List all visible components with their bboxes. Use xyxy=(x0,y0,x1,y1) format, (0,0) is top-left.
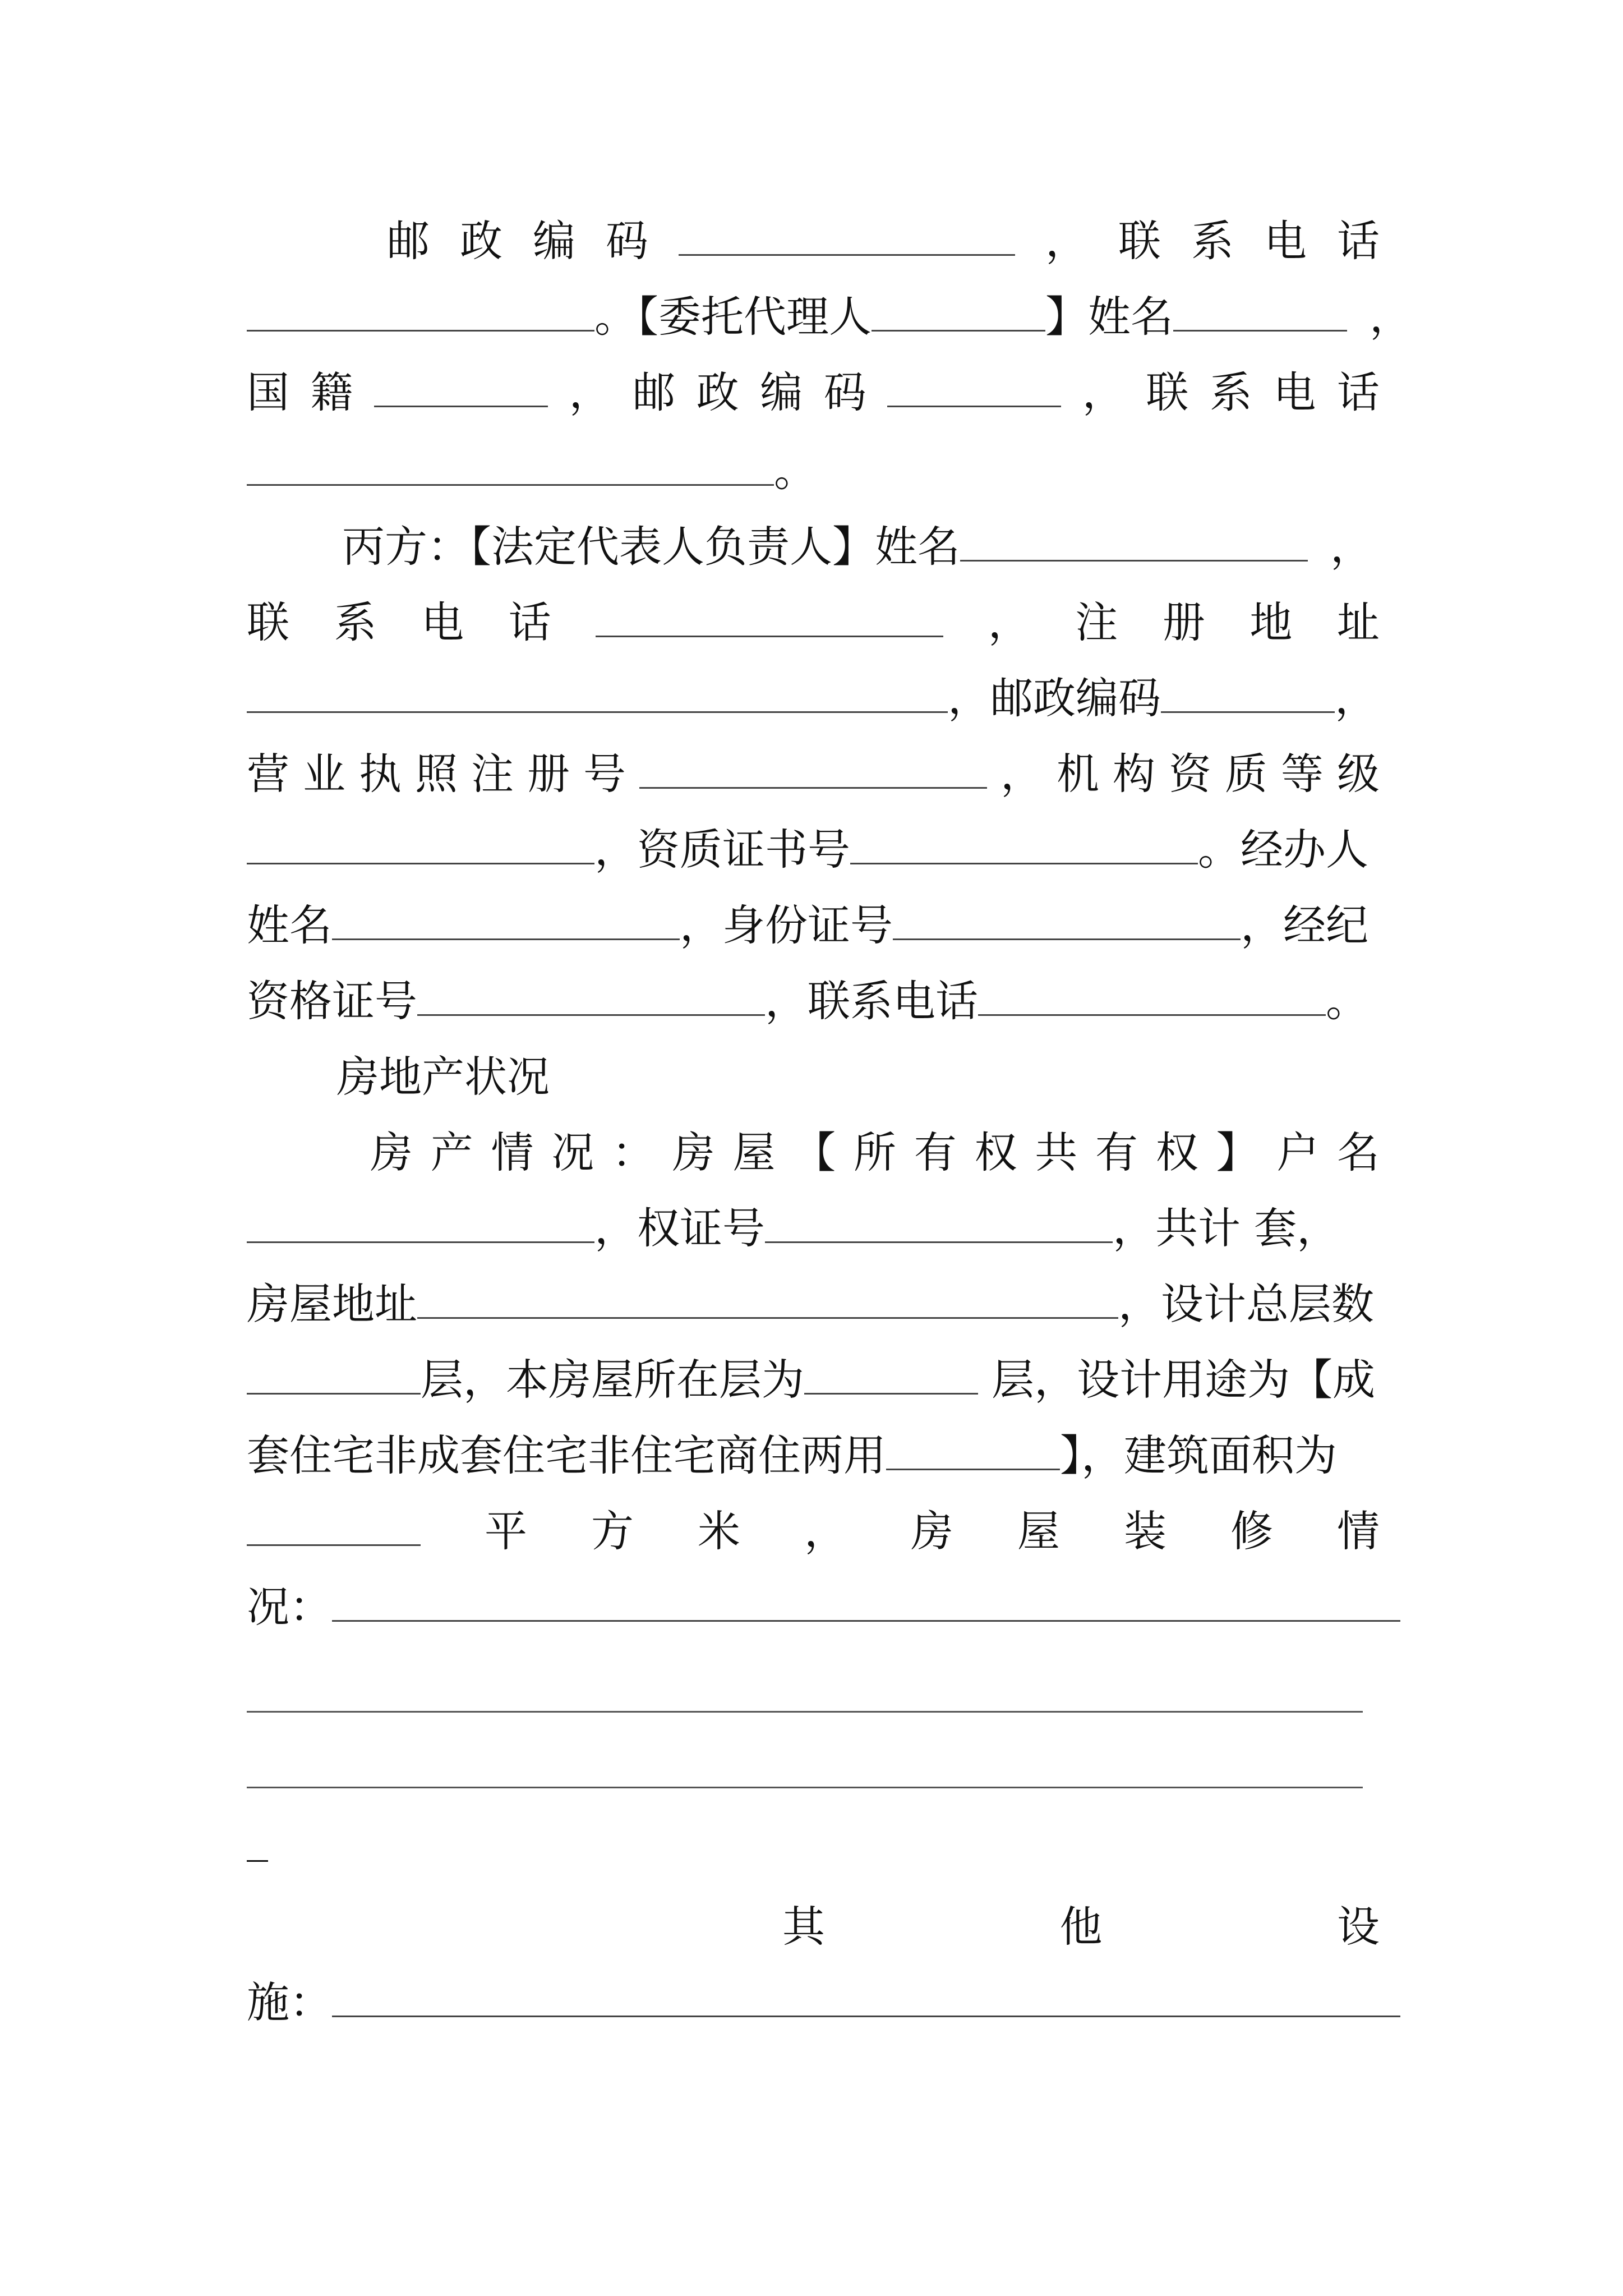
text-segment: ，资质证书号 xyxy=(594,825,850,875)
total-floors-blank[interactable] xyxy=(247,1354,421,1395)
text-segment: 】，建筑面积为 xyxy=(1060,1430,1337,1480)
decoration-line xyxy=(247,1579,1380,1635)
text-char: 邮 xyxy=(387,216,430,266)
phone-blank[interactable] xyxy=(247,445,774,486)
text-char: 联 xyxy=(247,597,289,647)
text-char: 方 xyxy=(591,1506,634,1556)
text-segment: _ xyxy=(247,1812,268,1862)
text-char: 房 xyxy=(672,1128,715,1177)
text-char: 构 xyxy=(1113,749,1155,799)
text-segment: 套住宅非成套住宅非住宅商住两用 xyxy=(247,1430,886,1480)
text-char: 系 xyxy=(1209,367,1252,417)
text-segment: ，设计总层数 xyxy=(1118,1279,1374,1329)
text-char: 资 xyxy=(1169,749,1211,799)
area-blank[interactable] xyxy=(247,1505,421,1546)
text-char: 户 xyxy=(1276,1128,1320,1177)
text-segment: ， xyxy=(1330,522,1373,572)
postal-code-blank[interactable] xyxy=(1161,672,1335,713)
text-segment: ，权证号 xyxy=(594,1203,765,1253)
text-char: 系 xyxy=(1191,216,1234,266)
text-char: 他 xyxy=(1059,1902,1103,1952)
text-segment: 丙方：【法定代表人负责人】姓名 xyxy=(342,522,960,572)
text-segment: ， xyxy=(1370,292,1412,342)
text-char: 系 xyxy=(334,597,377,647)
broker-cert-blank[interactable] xyxy=(417,975,765,1016)
text-segment: 。【委托代理人 xyxy=(594,292,872,342)
agent-line xyxy=(247,289,1424,345)
text-segment: ， xyxy=(1335,673,1377,723)
other-facilities-line xyxy=(782,1899,1380,1955)
text-segment: 】姓名 xyxy=(1045,292,1173,342)
text-char: 邮 xyxy=(633,367,676,417)
handler-name-line xyxy=(247,898,1380,954)
broker-cert-line xyxy=(247,973,1380,1029)
certificate-line xyxy=(247,1200,1380,1257)
text-char: ， xyxy=(1082,367,1125,417)
nationality-line xyxy=(247,365,1380,421)
text-char: 话 xyxy=(508,597,551,647)
text-char: 话 xyxy=(1336,367,1380,417)
text-char: 装 xyxy=(1124,1506,1166,1556)
text-segment: ，联系电话 xyxy=(765,976,978,1026)
license-line xyxy=(247,746,1380,802)
id-number-blank[interactable] xyxy=(893,899,1241,940)
text-char: 执 xyxy=(359,749,402,799)
text-char: 共 xyxy=(1035,1128,1078,1177)
text-char: 话 xyxy=(1337,216,1380,266)
text-char: 编 xyxy=(760,367,803,417)
license-blank[interactable] xyxy=(639,748,987,789)
text-char: 名 xyxy=(1337,1128,1380,1177)
text-char: 情 xyxy=(1337,1506,1380,1556)
text-char: 码 xyxy=(823,367,866,417)
text-char: 国 xyxy=(247,367,289,417)
text-char: 注 xyxy=(471,749,514,799)
phone-line xyxy=(247,443,1380,499)
certificate-no-blank[interactable] xyxy=(850,823,1198,864)
text-char: 电 xyxy=(1264,216,1307,266)
area-line xyxy=(247,1503,1380,1559)
text-segment: ，经纪 xyxy=(1241,900,1368,950)
text-char: 况 xyxy=(551,1128,594,1177)
text-segment: 施： xyxy=(247,1977,332,2027)
text-char: 所 xyxy=(854,1128,896,1177)
text-char: 米 xyxy=(698,1506,740,1556)
text-char: 联 xyxy=(1118,216,1161,266)
text-char: 电 xyxy=(421,597,464,647)
text-char: 其 xyxy=(782,1902,825,1952)
text-char: 有 xyxy=(1095,1128,1138,1177)
usage-blank[interactable] xyxy=(886,1429,1060,1470)
text-char: 【 xyxy=(793,1128,836,1177)
text-char: 政 xyxy=(696,367,739,417)
text-segment: 。 xyxy=(774,446,817,496)
text-char: 册 xyxy=(527,749,570,799)
blank-rule[interactable] xyxy=(247,1787,1363,1788)
text-segment: ，身份证号 xyxy=(680,900,893,950)
text-char: 照 xyxy=(415,749,458,799)
text-char: 屋 xyxy=(1017,1506,1060,1556)
text-segment: ，共计 套， xyxy=(1113,1203,1340,1253)
text-char: 机 xyxy=(1057,749,1099,799)
text-char: 政 xyxy=(460,216,502,266)
text-segment: 姓名 xyxy=(247,900,332,950)
text-char: 产 xyxy=(430,1128,473,1177)
text-char: 号 xyxy=(583,749,626,799)
text-char: 质 xyxy=(1225,749,1267,799)
handler-name-blank[interactable] xyxy=(332,899,680,940)
text-segment: 。 xyxy=(1326,976,1368,1026)
text-char: 编 xyxy=(533,216,575,266)
address-blank[interactable] xyxy=(247,672,948,713)
agent-name-blank[interactable] xyxy=(1173,291,1347,332)
text-char: 有 xyxy=(914,1128,957,1177)
owner-name-blank[interactable] xyxy=(247,1202,594,1243)
section-heading xyxy=(336,1049,1469,1105)
blank-rule[interactable] xyxy=(247,1711,1363,1713)
text-segment: 房屋地址 xyxy=(247,1279,417,1329)
text-char: 情 xyxy=(491,1128,534,1177)
text-segment: 层，设计用途为【成 xyxy=(978,1355,1376,1405)
party-c-line xyxy=(342,519,1408,575)
text-char: ， xyxy=(1000,749,1043,799)
text-char: 房 xyxy=(370,1128,413,1177)
contact-address-line xyxy=(247,595,1380,651)
phone-blank[interactable] xyxy=(596,596,943,637)
text-segment: 层，本房屋所在层为 xyxy=(421,1355,804,1405)
phone-blank[interactable] xyxy=(247,291,594,332)
text-char: 联 xyxy=(1146,367,1189,417)
postal-code-blank[interactable] xyxy=(679,215,1015,256)
text-char: 业 xyxy=(303,749,345,799)
text-char: ， xyxy=(1045,216,1088,266)
property-status-line xyxy=(370,1125,1380,1181)
text-char: 修 xyxy=(1230,1506,1273,1556)
decoration-blank[interactable] xyxy=(332,1581,1400,1622)
facilities-line xyxy=(247,1975,1380,2031)
text-char: 权 xyxy=(974,1128,1017,1177)
text-char: 注 xyxy=(1075,597,1118,647)
text-char: ， xyxy=(569,367,612,417)
text-char: ， xyxy=(804,1506,847,1556)
certificate-no-blank[interactable] xyxy=(765,1202,1113,1243)
rep-name-blank[interactable] xyxy=(960,521,1308,562)
text-char: 址 xyxy=(1336,597,1380,647)
text-segment: ，邮政编码 xyxy=(948,673,1161,723)
nationality-blank[interactable] xyxy=(374,366,548,407)
text-char: ， xyxy=(988,597,1031,647)
text-char: 设 xyxy=(1337,1902,1380,1952)
text-char: 级 xyxy=(1337,749,1380,799)
text-char: 码 xyxy=(606,216,648,266)
address-postal-line xyxy=(247,670,1380,726)
section-title: 房地产状况 xyxy=(336,1052,550,1102)
text-char: 册 xyxy=(1162,597,1205,647)
qualification-level-blank[interactable] xyxy=(247,823,594,864)
text-char: 电 xyxy=(1273,367,1316,417)
postal-phone-line xyxy=(387,213,1380,269)
text-char: 权 xyxy=(1155,1128,1198,1177)
text-char: ： xyxy=(612,1128,654,1177)
usage-line xyxy=(247,1428,1380,1484)
text-segment: 况： xyxy=(247,1582,332,1632)
text-char: 营 xyxy=(247,749,289,799)
text-char: 等 xyxy=(1281,749,1324,799)
text-segment: 资格证号 xyxy=(247,976,417,1026)
text-char: 】 xyxy=(1216,1128,1259,1177)
facilities-blank[interactable] xyxy=(332,1976,1400,2017)
text-char: 地 xyxy=(1249,597,1293,647)
house-address-blank[interactable] xyxy=(417,1278,1118,1319)
text-char: 房 xyxy=(911,1506,953,1556)
text-char: 平 xyxy=(485,1506,527,1556)
agent-blank[interactable] xyxy=(872,291,1045,332)
floors-line xyxy=(247,1352,1380,1408)
text-segment: 。经办人 xyxy=(1198,825,1368,875)
qualification-line xyxy=(247,822,1380,878)
floor-blank[interactable] xyxy=(804,1354,978,1395)
phone-blank[interactable] xyxy=(978,975,1326,1016)
stray-underscore-line xyxy=(247,1809,1380,1865)
postal-code-blank[interactable] xyxy=(887,366,1061,407)
house-address-line xyxy=(247,1276,1380,1332)
text-char: 屋 xyxy=(732,1128,776,1177)
text-char: 籍 xyxy=(310,367,353,417)
